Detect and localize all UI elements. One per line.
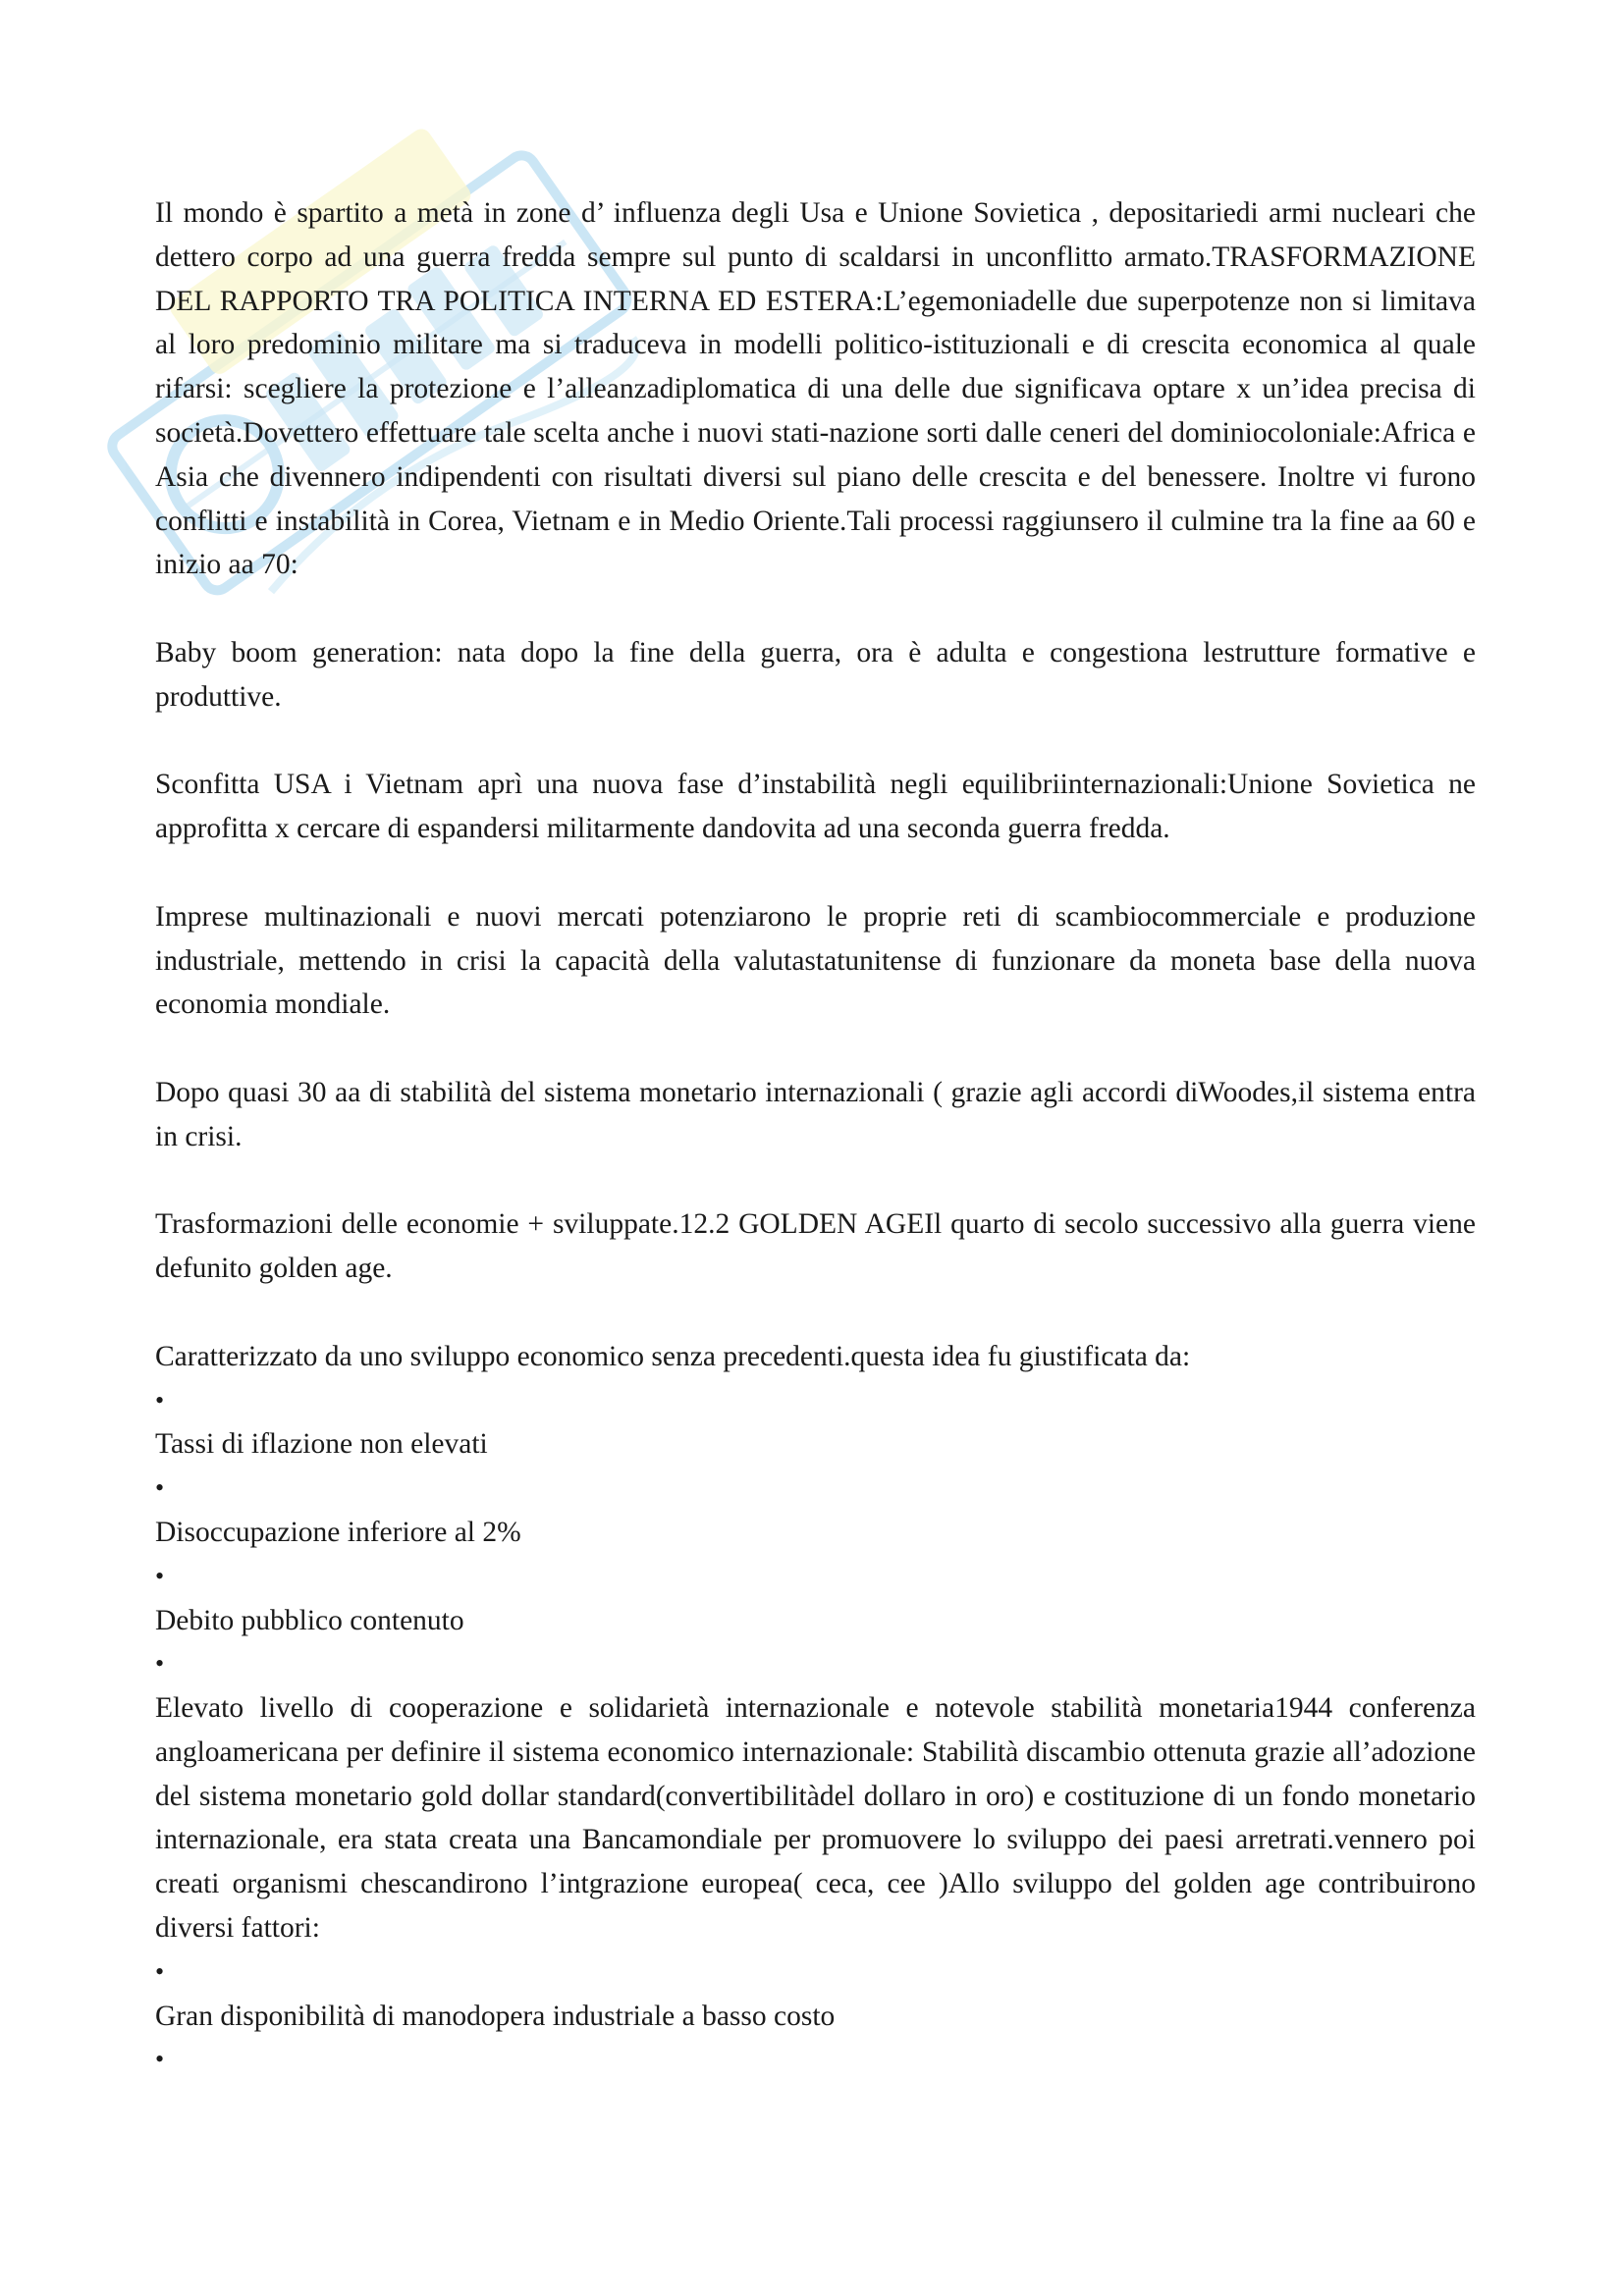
bullet-dot-icon: • xyxy=(155,1473,165,1503)
document-body xyxy=(155,191,1476,2082)
paragraph-1: Il mondo è spartito a metà in zone d’ influenza degli Usa e Unione Sovietica , depositariedi armi nucleari che dettero corpo ad una guerra fredda sempre sul punto di scaldarsi in unconflitto armato.TRASFORMAZIONE DEL RAPPORTO TRA POLITICA INTERNA ED ESTERA:L’egemoniadelle due superpotenze non si limitava al loro predominio militare ma si traduceva in modelli politico-istituzionali e di crescita economica al quale rifarsi: scegliere la protezione e l’alleanzadiplomatica di una delle due significava optare x un’idea precisa di società.Dovettero effettuare tale scelta anche i nuovi stati-nazione sorti dalle ceneri del dominiocoloniale:Africa e Asia che divennero indipendenti con risultati diversi sul piano delle crescita e del benessere. Inoltre vi furono conflitti e instabilità in Corea, Vietnam e in Medio Oriente.Tali processi raggiunsero il culmine tra la fine aa 60 e inizio aa 70: xyxy=(155,197,1476,581)
paragraph-8: Elevato livello di cooperazione e solidarietà internazionale e notevole stabilità monetaria1944 conferenza angloamericana per definire il sistema economico internazionale: Stabilità discambio ottenuta grazie all’adozione del sistema monetario gold dollar standard(convertibilitàdel dollaro in oro) e costituzione di un fondo monetario internazionale, era stata creata una Bancamondiale per promuovere lo sviluppo dei paesi arretrati.vennero poi creati organismi chescandirono l’intgrazione europea( ceca, cee )Allo sviluppo del golden age contribuirono diversi fattori: xyxy=(155,1692,1476,1945)
paragraph-6: Trasformazioni delle economie + sviluppate.12.2 GOLDEN AGEIl quarto di secolo successivo alla guerra viene defunito golden age. xyxy=(155,1208,1476,1285)
paragraph-3: Sconfitta USA i Vietnam aprì una nuova fase d’instabilità negli equilibriinternazionali:Unione Sovietica ne approfitta x cercare di espandersi militarmente dandovita ad una seconda guerra fredda. xyxy=(155,769,1476,845)
bullet-dot-icon: • xyxy=(155,1561,165,1590)
list-item: Debito pubblico contenuto xyxy=(155,1604,464,1636)
paragraph-2: Baby boom generation: nata dopo la fine della guerra, ora è adulta e congestiona lestrutture formative e produttive. xyxy=(155,636,1476,713)
bullet-list-2 xyxy=(155,1950,1476,2082)
bullet-dot-icon: • xyxy=(155,1956,165,1986)
bullet-list-1 xyxy=(155,1379,1476,1687)
list-item: Disoccupazione inferiore al 2% xyxy=(155,1516,521,1548)
bullet-dot-icon: • xyxy=(155,1649,165,1679)
bullet-dot-icon: • xyxy=(155,1385,165,1415)
list-item: Tassi di iflazione non elevati xyxy=(155,1428,488,1461)
paragraph-4: Imprese multinazionali e nuovi mercati potenziarono le proprie reti di scambiocommerciale e produzione industriale, mettendo in crisi la capacità della valutastatunitense di funzionare da moneta base della nuova economia mondiale. xyxy=(155,900,1476,1021)
paragraph-5: Dopo quasi 30 aa di stabilità del sistema monetario internazionali ( grazie agli accordi diWoodes,il sistema entra in crisi. xyxy=(155,1076,1476,1152)
list-item: Gran disponibilità di manodopera industriale a basso costo xyxy=(155,2000,836,2032)
bullet-dot-icon: • xyxy=(155,2045,165,2074)
paragraph-7: Caratterizzato da uno sviluppo economico senza precedenti.questa idea fu giustificata da: xyxy=(155,1340,1191,1372)
